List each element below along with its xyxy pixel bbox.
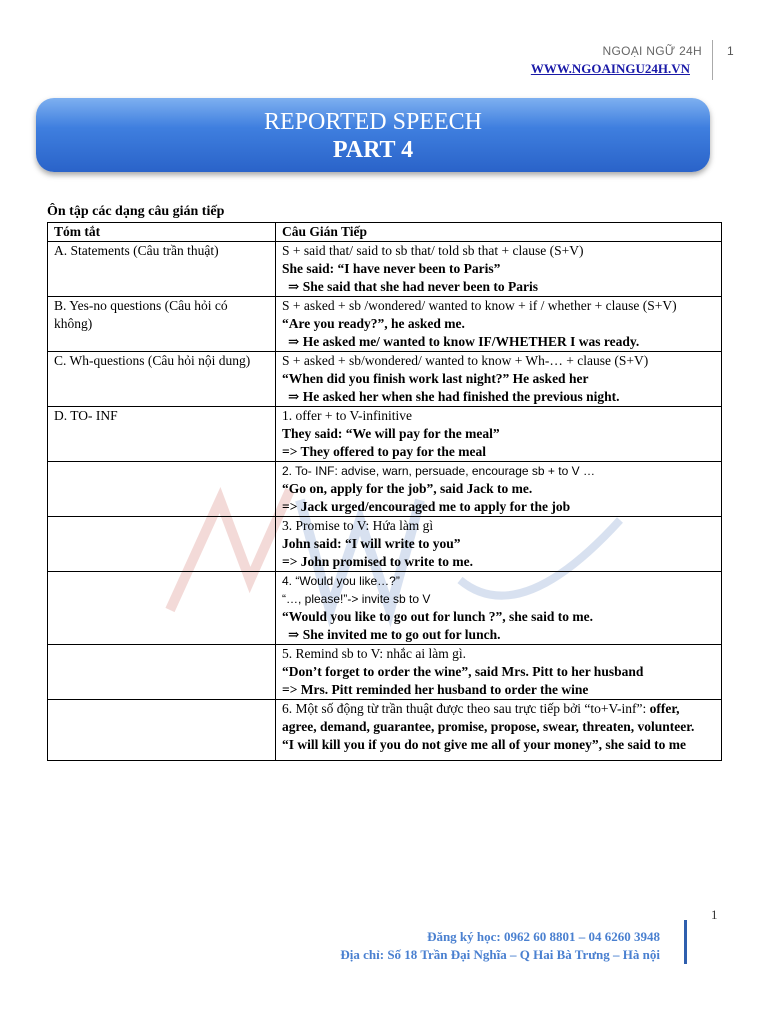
- banner-subtitle: PART 4: [332, 137, 414, 163]
- section-title: Ôn tập các dạng câu gián tiếp: [47, 204, 225, 219]
- row-rule: 4. “Would you like…?”: [282, 574, 400, 588]
- row-rule-2: “…, please!”-> invite sb to V: [282, 592, 431, 606]
- row-content: [276, 297, 722, 352]
- row-result: => Mrs. Pitt reminded her husband to order the wine: [282, 682, 589, 697]
- footer-page-number: 1: [711, 907, 718, 922]
- row-example: “Go on, apply for the job”, said Jack to me.: [282, 481, 533, 496]
- row-example: “Are you ready?”, he asked me.: [282, 316, 465, 331]
- row-summary: B. Yes-no questions (Câu hỏi có không): [48, 297, 276, 352]
- header-page-number: 1: [727, 44, 734, 58]
- row-verbs: offer, agree, demand, guarantee, promise, propose, swear, threaten, volunteer.: [282, 701, 695, 734]
- row-content: [276, 407, 722, 462]
- row-rule: 2. To- INF: advise, warn, persuade, encourage sb + to V …: [282, 464, 595, 478]
- row-summary: [48, 462, 276, 517]
- row-result: ⇒ She invited me to go out for lunch.: [288, 627, 501, 642]
- table-row: [48, 572, 722, 645]
- row-rule: S + said that/ said to sb that/ told sb that + clause (S+V): [282, 243, 584, 258]
- row-summary: C. Wh-questions (Câu hỏi nội dung): [48, 352, 276, 407]
- row-summary: D. TO- INF: [48, 407, 276, 462]
- row-summary: A. Statements (Câu trần thuật): [48, 242, 276, 297]
- footer-register: Đăng ký học: 0962 60 8801 – 04 6260 3948: [427, 929, 660, 944]
- row-result: ⇒ He asked me/ wanted to know IF/WHETHER I was ready.: [288, 334, 640, 349]
- table-row: [48, 517, 722, 572]
- table-row: [48, 297, 722, 352]
- row-result: ⇒ He asked her when she had finished the previous night.: [288, 389, 620, 404]
- row-example: “I will kill you if you do not give me all of your money”, she said to me: [282, 737, 687, 752]
- reported-speech-table: [47, 222, 722, 761]
- table-row: [48, 407, 722, 462]
- row-content: [276, 352, 722, 407]
- row-example: She said: “I have never been to Paris”: [282, 261, 501, 276]
- row-rule: 3. Promise to V: Hứa làm gì: [282, 518, 434, 533]
- header-indirect: Câu Gián Tiếp: [276, 223, 722, 242]
- row-rule: S + asked + sb /wondered/ wanted to know + if / whether + clause (S+V): [282, 298, 677, 313]
- row-example: “Would you like to go out for lunch ?”, she said to me.: [282, 609, 594, 624]
- footer-divider: [684, 920, 687, 964]
- header-url-link[interactable]: WWW.NGOAINGU24H.VN: [530, 61, 690, 76]
- row-example: John said: “I will write to you”: [282, 536, 461, 551]
- row-result: => Jack urged/encouraged me to apply for the job: [282, 499, 571, 514]
- row-content: [276, 517, 722, 572]
- table-row: [48, 645, 722, 700]
- header-divider: [712, 40, 713, 80]
- table-row: [48, 242, 722, 297]
- row-example: They said: “We will pay for the meal”: [282, 426, 500, 441]
- row-summary: [48, 645, 276, 700]
- row-content: [276, 462, 722, 517]
- row-summary: [48, 700, 276, 761]
- row-rule: 5. Remind sb to V: nhắc ai làm gì.: [282, 646, 466, 661]
- table-row: [48, 700, 722, 761]
- row-result: => They offered to pay for the meal: [282, 444, 486, 459]
- row-rule: S + asked + sb/wondered/ wanted to know + Wh-… + clause (S+V): [282, 353, 649, 368]
- row-summary: [48, 572, 276, 645]
- title-banner: [36, 98, 710, 172]
- footer-contact: [340, 928, 660, 964]
- row-result: => John promised to write to me.: [282, 554, 473, 569]
- row-rule: 6. Một số động từ trần thuật được theo sau trực tiếp bởi “to+V-inf”: offer, agree, demand, guarantee, promise, propose, swear, threaten, volunteer.: [282, 701, 695, 734]
- table-header-row: [48, 223, 722, 242]
- banner-title: REPORTED SPEECH: [264, 109, 482, 135]
- row-example: “Don’t forget to order the wine”, said Mrs. Pitt to her husband: [282, 664, 644, 679]
- footer-address: Địa chỉ: Số 18 Trần Đại Nghĩa – Q Hai Bà Trưng – Hà nội: [340, 947, 660, 962]
- row-summary: [48, 517, 276, 572]
- table-row: [48, 462, 722, 517]
- row-example: “When did you finish work last night?” He asked her: [282, 371, 589, 386]
- row-content: [276, 572, 722, 645]
- row-content: [276, 700, 722, 761]
- row-result: ⇒ She said that she had never been to Paris: [288, 279, 538, 294]
- row-rule: 1. offer + to V-infinitive: [282, 408, 412, 423]
- table-row: [48, 352, 722, 407]
- row-content: [276, 242, 722, 297]
- header-summary: Tóm tắt: [48, 223, 276, 242]
- row-content: [276, 645, 722, 700]
- header-brand: NGOẠI NGỮ 24H: [602, 44, 702, 58]
